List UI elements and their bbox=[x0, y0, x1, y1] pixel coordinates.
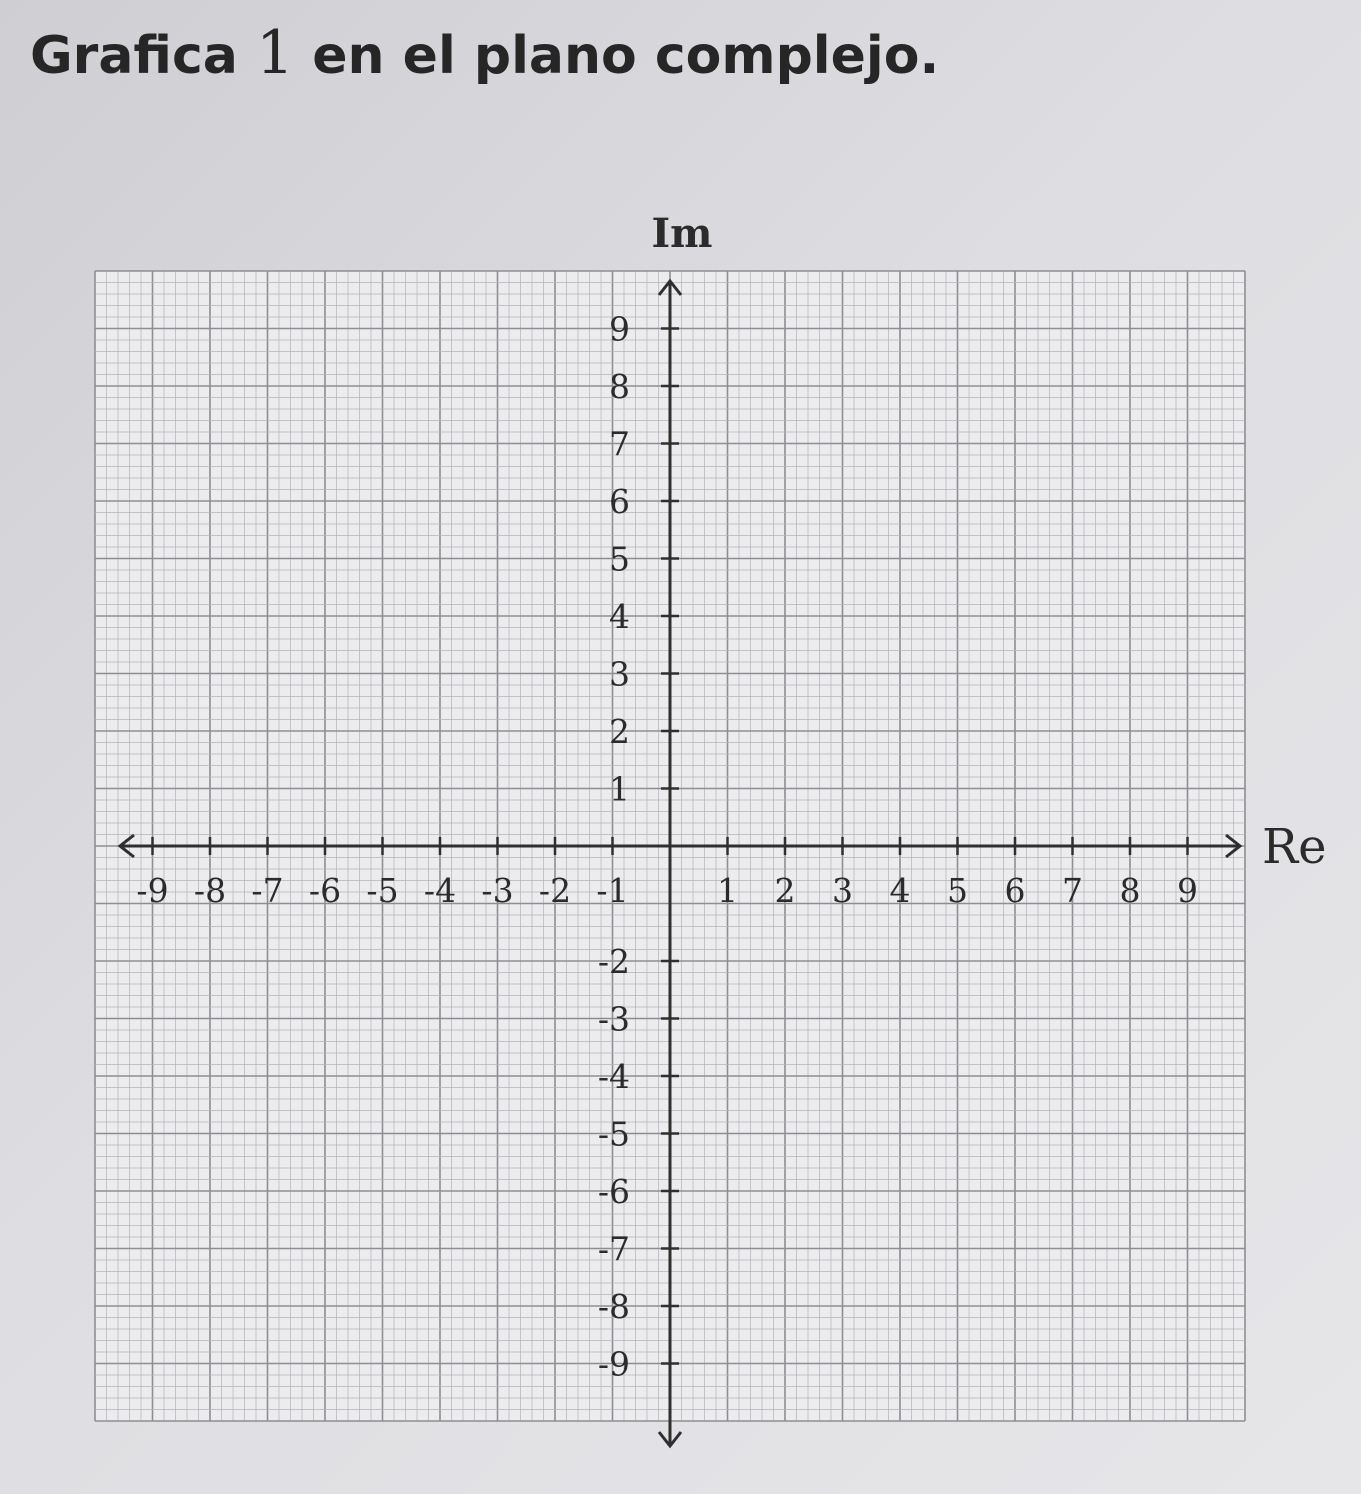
y-tick-label: 1 bbox=[609, 769, 630, 809]
y-tick-label: 8 bbox=[609, 367, 630, 406]
y-tick-label: -7 bbox=[597, 1229, 630, 1269]
x-tick-label: -4 bbox=[423, 871, 457, 910]
y-tick-label: 4 bbox=[609, 597, 630, 636]
x-tick-label: 2 bbox=[774, 871, 796, 910]
x-tick-label: -6 bbox=[308, 871, 342, 910]
x-tick-label: 3 bbox=[832, 871, 853, 910]
x-tick-label: -1 bbox=[596, 871, 629, 910]
y-tick-label: -5 bbox=[597, 1114, 630, 1154]
x-tick-label: -8 bbox=[193, 871, 227, 910]
title-rest: en el plano complejo. bbox=[312, 26, 940, 86]
x-tick-label: -9 bbox=[136, 871, 169, 910]
x-tick-label: -7 bbox=[251, 871, 284, 910]
x-tick-label: -3 bbox=[481, 871, 514, 910]
y-tick-label: -4 bbox=[597, 1057, 630, 1096]
y-tick-label: -9 bbox=[597, 1344, 630, 1384]
y-tick-label: 3 bbox=[609, 654, 630, 694]
y-tick-label: 7 bbox=[609, 424, 630, 464]
x-tick-label: 1 bbox=[717, 871, 738, 910]
y-tick-label: -8 bbox=[597, 1287, 630, 1326]
x-tick-label: -2 bbox=[538, 871, 572, 910]
x-tick-label: 5 bbox=[947, 871, 968, 910]
y-tick-label: 5 bbox=[609, 539, 630, 579]
y-tick-label: -2 bbox=[597, 942, 630, 981]
y-tick-label: 9 bbox=[609, 309, 630, 349]
x-tick-label: 4 bbox=[889, 871, 911, 910]
x-tick-label: 6 bbox=[1004, 871, 1026, 910]
title-number: 1 bbox=[255, 18, 295, 88]
im-axis-label: Im bbox=[651, 210, 713, 257]
x-tick-label: 9 bbox=[1177, 871, 1198, 910]
y-tick-label: 6 bbox=[609, 482, 630, 521]
re-axis-label: Re bbox=[1262, 819, 1327, 875]
x-tick-label: 7 bbox=[1062, 871, 1083, 910]
y-tick-label: -6 bbox=[597, 1172, 630, 1211]
y-tick-label: -3 bbox=[597, 999, 630, 1039]
y-tick-label: 2 bbox=[609, 712, 630, 751]
title-word: Grafica bbox=[30, 26, 238, 86]
x-tick-label: -5 bbox=[366, 871, 399, 910]
x-tick-label: 8 bbox=[1119, 871, 1141, 910]
